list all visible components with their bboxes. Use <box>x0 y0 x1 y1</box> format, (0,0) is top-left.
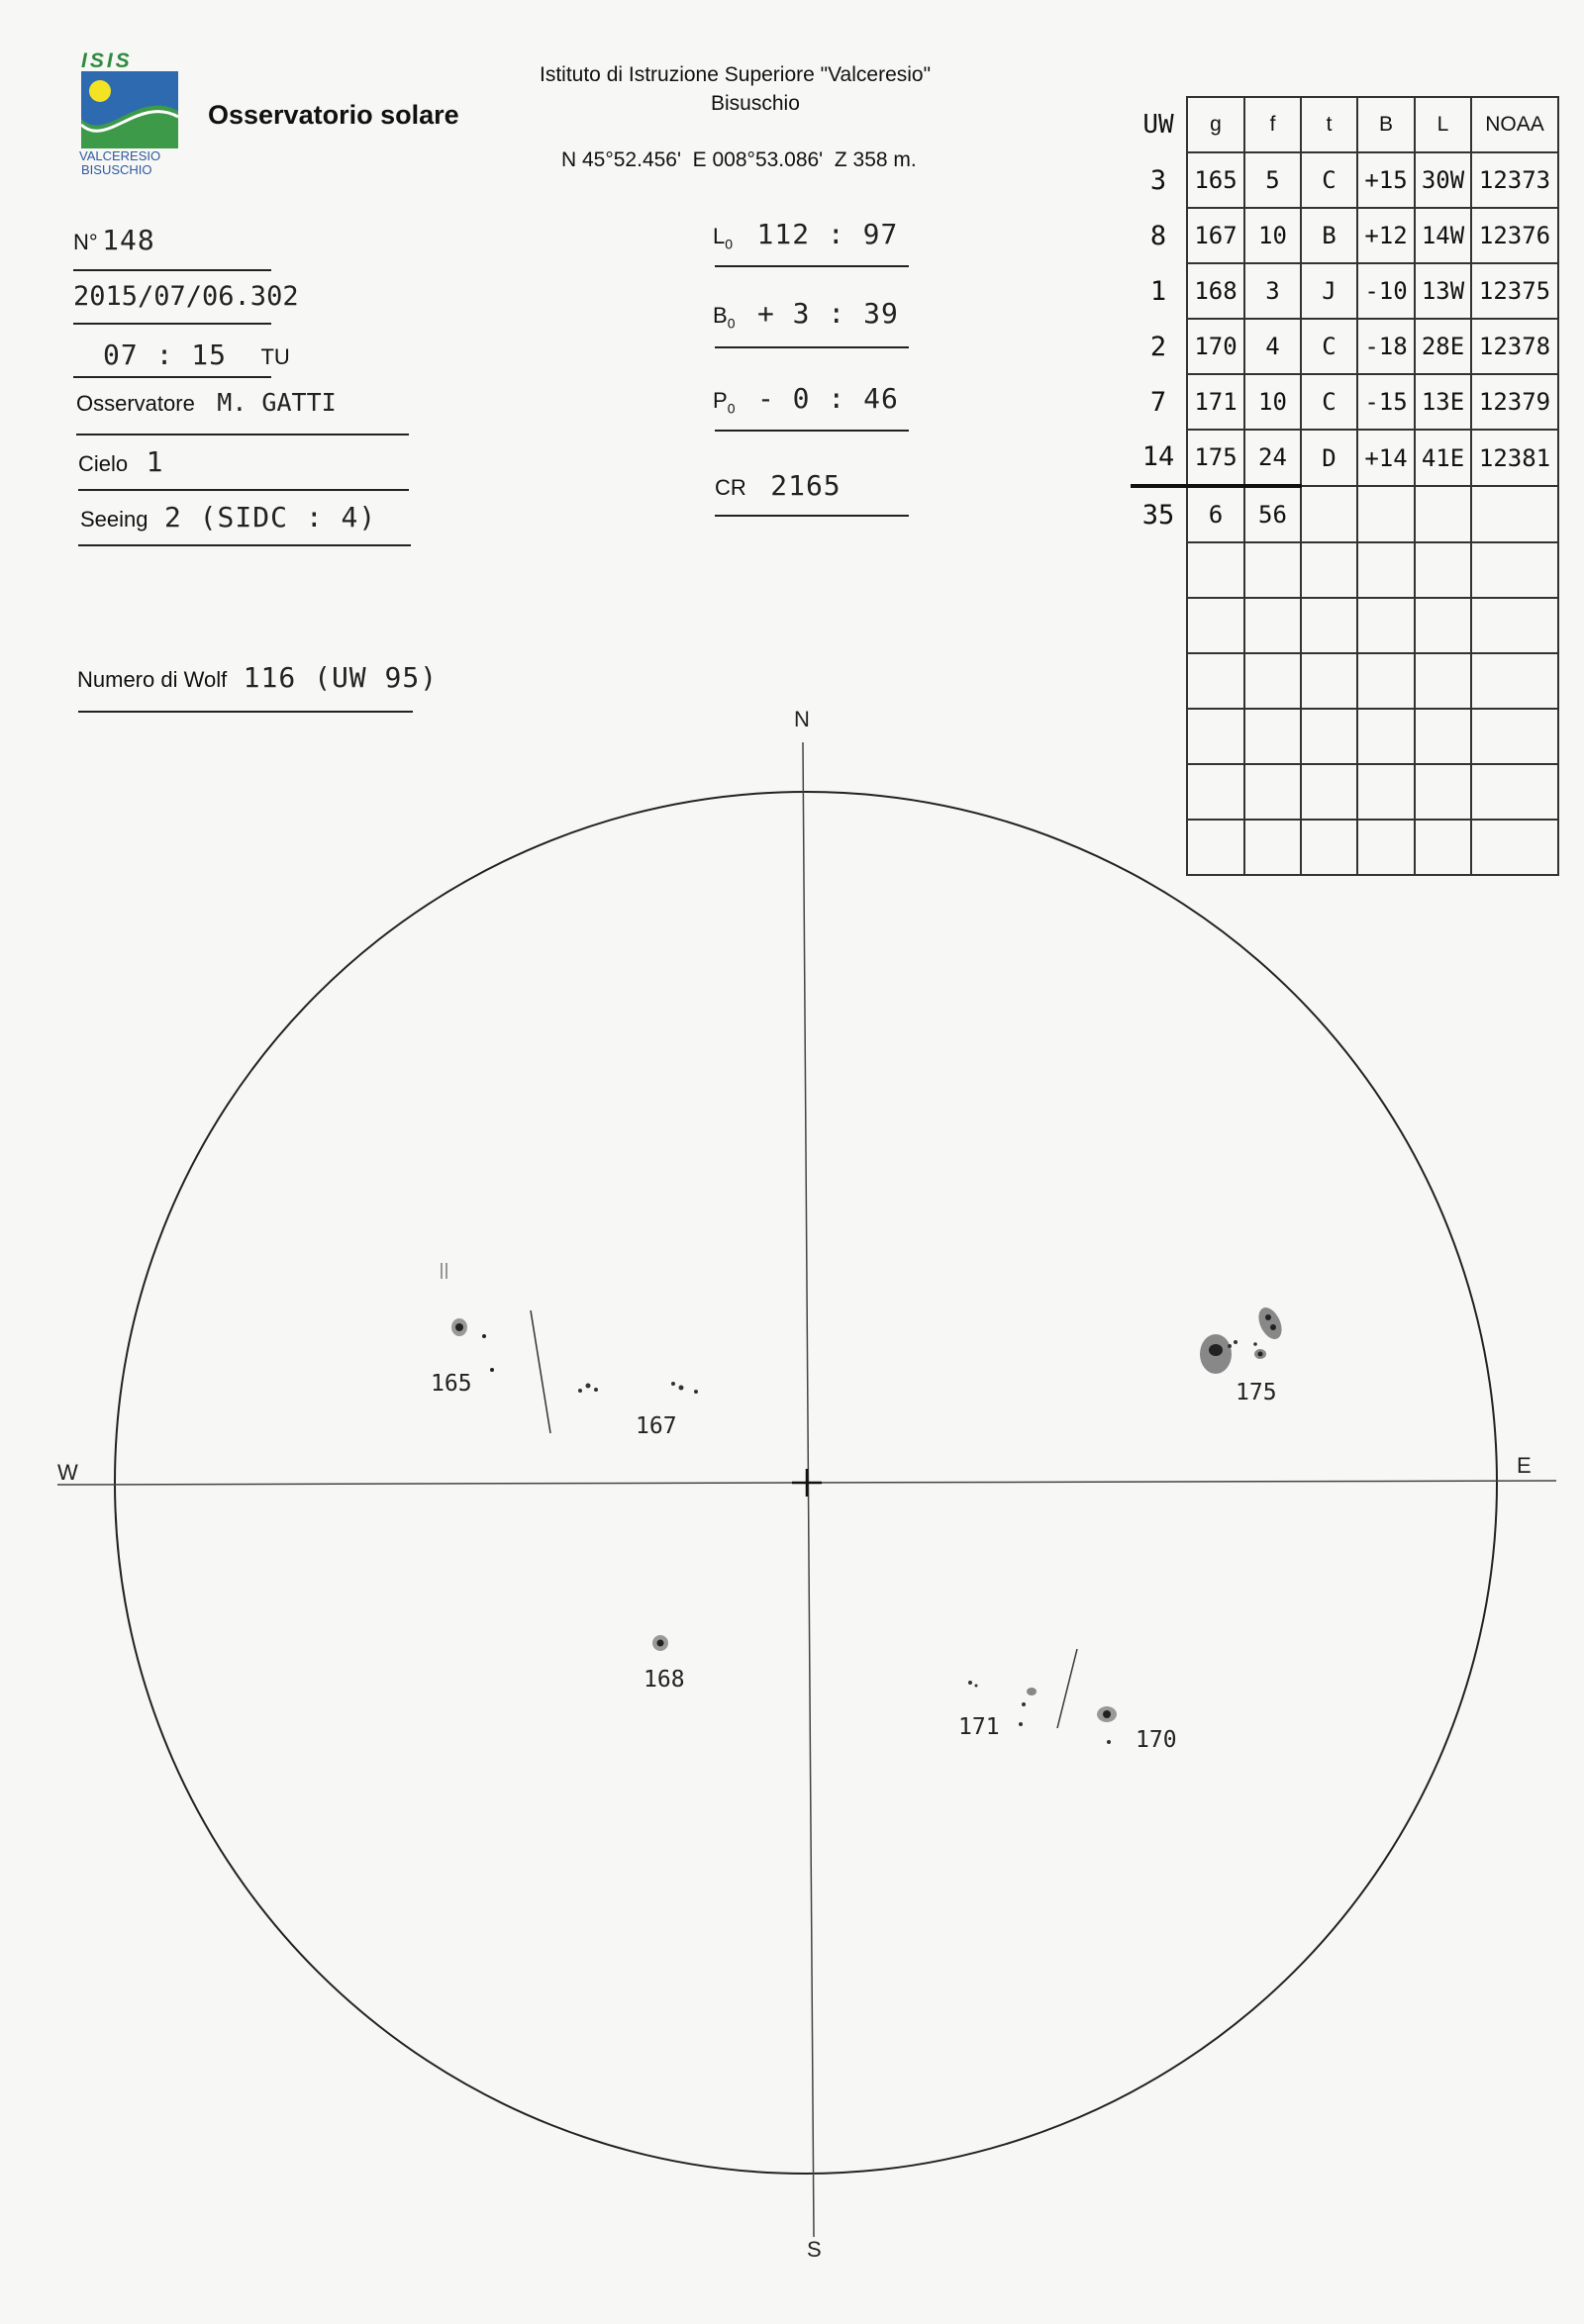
cell-longitude: 41E <box>1415 430 1471 486</box>
cell-spots: 4 <box>1244 319 1301 374</box>
cell-noaa: 12375 <box>1471 263 1558 319</box>
group-label-171: 171 <box>958 1714 1000 1740</box>
b0-label: $B_0$ <box>713 303 736 332</box>
cell-longitude: 13E <box>1415 374 1471 430</box>
col-header-t: t <box>1301 97 1357 152</box>
cell-group: 167 <box>1187 208 1244 263</box>
logo-wordmark: ISIS <box>81 49 133 72</box>
south-label: S <box>807 2237 822 2262</box>
group-label-167: 167 <box>636 1413 677 1439</box>
cell-group: 170 <box>1187 319 1244 374</box>
cell-uw: 7 <box>1149 386 1167 418</box>
sky-value: 1 <box>146 445 164 478</box>
cell-spots: 3 <box>1244 263 1301 319</box>
observatory-title: Osservatorio solare <box>208 100 459 130</box>
col-header-g: g <box>1187 97 1244 152</box>
cell-uw: 8 <box>1149 220 1167 251</box>
seeing-label: Seeing <box>80 507 148 532</box>
cell-noaa: 12381 <box>1471 430 1558 486</box>
cr-label: CR <box>715 475 746 500</box>
cell-longitude: 30W <box>1415 152 1471 208</box>
cr-value: 2165 <box>770 469 842 502</box>
total-uw: 35 <box>1131 486 1187 542</box>
institute-name: Istituto di Istruzione Superiore "Valceresio" <box>540 63 932 86</box>
time-value: 07 : 15 <box>103 339 228 371</box>
wolf-value: 116 (UW 95) <box>243 661 439 694</box>
cell-type: D <box>1301 430 1357 486</box>
p0-value: - 0 : 46 <box>756 382 899 415</box>
cell-latitude: +14 <box>1357 430 1415 486</box>
west-label: W <box>57 1460 78 1485</box>
group-label-175: 175 <box>1236 1380 1277 1405</box>
sunspot-group-167 <box>578 1382 698 1439</box>
cell-longitude: 13W <box>1415 263 1471 319</box>
cell-noaa: 12379 <box>1471 374 1558 430</box>
cell-group: 165 <box>1187 152 1244 208</box>
group-label-168: 168 <box>644 1667 685 1693</box>
cell-uw: 14 <box>1141 441 1175 472</box>
wolf-label: Numero di Wolf <box>77 667 228 692</box>
cell-latitude: +12 <box>1357 208 1415 263</box>
logo-caption-1: VALCERESIO <box>79 148 161 163</box>
sunspot-group-175 <box>1200 1304 1286 1405</box>
cell-type: C <box>1301 152 1357 208</box>
group-separator-line <box>1057 1649 1077 1728</box>
institute-town: Bisuschio <box>711 92 800 115</box>
cell-spots: 5 <box>1244 152 1301 208</box>
logo-caption-2: BISUSCHIO <box>81 162 152 177</box>
cell-group: 168 <box>1187 263 1244 319</box>
cell-type: C <box>1301 319 1357 374</box>
east-label: E <box>1517 1453 1532 1478</box>
time-unit: TU <box>260 344 290 369</box>
cell-noaa: 12378 <box>1471 319 1558 374</box>
total-groups: 6 <box>1187 486 1244 542</box>
cell-uw: 1 <box>1149 275 1167 307</box>
cell-spots: 24 <box>1244 430 1301 486</box>
cell-latitude: -18 <box>1357 319 1415 374</box>
cell-spots: 10 <box>1244 208 1301 263</box>
cell-noaa: 12373 <box>1471 152 1558 208</box>
p0-label: $P_0$ <box>713 388 736 417</box>
col-header-uw: UW <box>1142 110 1174 140</box>
sunspot-group-165 <box>431 1263 494 1397</box>
cell-type: J <box>1301 263 1357 319</box>
b0-value: + 3 : 39 <box>756 297 899 330</box>
cell-latitude: -10 <box>1357 263 1415 319</box>
cell-spots: 10 <box>1244 374 1301 430</box>
cell-group: 175 <box>1187 430 1244 486</box>
observer-label: Osservatore <box>76 391 195 416</box>
col-header-noaa: NOAA <box>1471 97 1558 152</box>
number-label: N° <box>73 230 98 254</box>
observation-date: 2015/07/06.302 <box>73 281 299 312</box>
total-spots: 56 <box>1244 486 1301 542</box>
cell-uw: 2 <box>1149 331 1167 362</box>
cell-uw: 3 <box>1149 164 1167 196</box>
sunspot-group-168 <box>644 1635 685 1693</box>
observer-value: M. GATTI <box>217 388 337 417</box>
cell-latitude: -15 <box>1357 374 1415 430</box>
north-label: N <box>794 707 810 731</box>
l0-label: $L_0$ <box>713 224 734 252</box>
cell-latitude: +15 <box>1357 152 1415 208</box>
number-value: 148 <box>102 224 155 256</box>
cell-type: C <box>1301 374 1357 430</box>
group-label-165: 165 <box>431 1371 472 1397</box>
sunspot-group-170 <box>1097 1706 1177 1753</box>
north-south-axis <box>803 742 814 2237</box>
l0-value: 112 : 97 <box>756 218 899 250</box>
cell-group: 171 <box>1187 374 1244 430</box>
cell-type: B <box>1301 208 1357 263</box>
seeing-value: 2 (SIDC : 4) <box>163 501 377 533</box>
cell-longitude: 28E <box>1415 319 1471 374</box>
group-label-170: 170 <box>1136 1727 1177 1753</box>
col-header-b: B <box>1357 97 1415 152</box>
group-separator-line <box>531 1310 550 1433</box>
cell-longitude: 14W <box>1415 208 1471 263</box>
col-header-f: f <box>1244 97 1301 152</box>
sunspot-group-171 <box>958 1681 1037 1740</box>
cell-noaa: 12376 <box>1471 208 1558 263</box>
col-header-l: L <box>1415 97 1471 152</box>
sky-label: Cielo <box>78 451 129 476</box>
site-coordinates: N 45°52.456' E 008°53.086' Z 358 m. <box>561 148 917 171</box>
